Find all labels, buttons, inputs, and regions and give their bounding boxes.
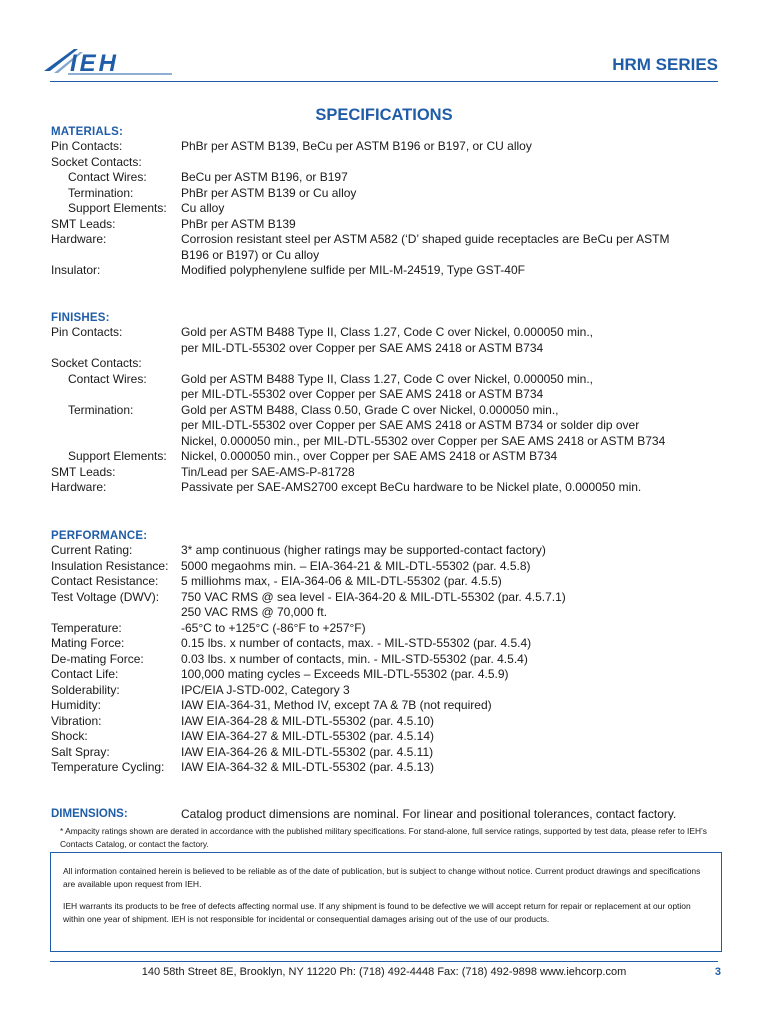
ieh-logo [44, 46, 174, 76]
spec-row [51, 232, 721, 263]
spec-value [181, 636, 721, 652]
spec-value [181, 356, 721, 372]
spec-value [181, 155, 721, 171]
spec-row [51, 139, 721, 155]
spec-row [51, 449, 721, 465]
spec-value-line: IAW EIA-364-28 & MIL-DTL-55302 (par. 4.5.10) [181, 713, 435, 728]
spec-value-line: B196 or B197) or Cu alloy [181, 247, 320, 262]
logo-text: IEH [70, 50, 120, 76]
spec-value-line: 750 VAC RMS @ sea level - EIA-364-20 & MIL-DTL-55302 (par. 4.5.7.1) [181, 589, 566, 604]
spec-value [181, 621, 721, 637]
spec-label: Temperature Cycling: [51, 760, 165, 774]
spec-value [181, 403, 721, 450]
spec-row [51, 698, 721, 714]
spec-value [181, 480, 721, 496]
spec-row [51, 745, 721, 761]
spec-value-line: Gold per ASTM B488, Class 0.50, Grade C over Nickel, 0.000050 min., [181, 402, 559, 417]
dimensions-row [51, 807, 721, 822]
spec-value-line: 5 milliohms max, - EIA-364-06 & MIL-DTL-55302 (par. 4.5.5) [181, 574, 502, 588]
spec-label: Humidity: [51, 698, 102, 712]
spec-value [181, 559, 721, 575]
warranty-paragraph: IEH warrants its products to be free of defects affecting normal use. If any shipment is found to be defective we will accept return for repair or replacement at our option within one year of shipment. IEH is not responsible for incidental or consequential damages arising out of the use of our products. [63, 901, 691, 924]
spec-value [181, 201, 721, 217]
spec-row [51, 403, 721, 450]
spec-row [51, 263, 721, 279]
footer-divider [50, 961, 718, 962]
spec-row [51, 636, 721, 652]
spec-label: Pin Contacts: [51, 325, 123, 339]
spec-value-line: PhBr per ASTM B139 or Cu alloy [181, 185, 357, 200]
spec-row [51, 217, 721, 233]
spec-value-line: Gold per ASTM B488 Type II, Class 1.27, Code C over Nickel, 0.000050 min., [181, 325, 593, 339]
spec-value [181, 698, 721, 714]
spec-value-line: Passivate per SAE-AMS2700 except BeCu hardware to be Nickel plate, 0.000050 min. [181, 480, 642, 494]
spec-value-line: IAW EIA-364-27 & MIL-DTL-55302 (par. 4.5.14) [181, 729, 435, 743]
spec-value [181, 263, 721, 279]
spec-value-line: IAW EIA-364-31, Method IV, except 7A & 7B (not required) [181, 698, 492, 712]
spec-value [181, 186, 721, 202]
spec-value [181, 372, 721, 403]
spec-row [51, 201, 721, 217]
spec-row [51, 480, 721, 496]
spec-row [51, 543, 721, 559]
spec-row [51, 683, 721, 699]
spec-value [181, 667, 721, 683]
spec-label: Current Rating: [51, 543, 133, 557]
spec-rows [51, 325, 721, 496]
spec-row [51, 729, 721, 745]
spec-value-line: Nickel, 0.000050 min., per MIL-DTL-55302 over Copper per SAE AMS 2418 or ASTM B734 [181, 433, 666, 448]
spec-value-line: per MIL-DTL-55302 over Copper per SAE AMS 2418 or ASTM B734 or solder dip over [181, 418, 640, 432]
spec-value-line: -65°C to +125°C (-86°F to +257°F) [181, 620, 366, 635]
spec-row [51, 465, 721, 481]
spec-label: Solderability: [51, 682, 120, 697]
spec-label: De-mating Force: [51, 651, 144, 666]
spec-row [51, 652, 721, 668]
spec-label: SMT Leads: [51, 464, 116, 479]
spec-value-line: 100,000 mating cycles – Exceeds MIL-DTL-55302 (par. 4.5.9) [181, 667, 509, 681]
spec-value [181, 465, 721, 481]
spec-value [181, 729, 721, 745]
spec-label: Contact Wires: [68, 371, 147, 386]
spec-label: Shock: [51, 729, 88, 743]
spec-label: Vibration: [51, 713, 102, 728]
spec-row [51, 325, 721, 356]
spec-value-line: 250 VAC RMS @ 70,000 ft. [181, 605, 328, 619]
page-number: 3 [714, 966, 721, 978]
materials-section [51, 125, 721, 279]
spec-row [51, 714, 721, 730]
spec-value-line: BeCu per ASTM B196, or B197 [181, 170, 348, 184]
spec-row [51, 574, 721, 590]
page-header [0, 0, 768, 90]
finishes-section [51, 311, 721, 496]
spec-label: Pin Contacts: [51, 139, 123, 153]
spec-value-line: IAW EIA-364-26 & MIL-DTL-55302 (par. 4.5.11) [181, 744, 434, 759]
spec-value [181, 760, 721, 776]
performance-section [51, 529, 721, 776]
spec-row [51, 186, 721, 202]
section-heading: PERFORMANCE: [51, 530, 148, 542]
spec-row [51, 760, 721, 776]
spec-value [181, 217, 721, 233]
spec-value-line: IPC/EIA J-STD-002, Category 3 [181, 682, 350, 697]
spec-value [181, 652, 721, 668]
spec-value [181, 745, 721, 761]
spec-row [51, 356, 721, 372]
spec-value [181, 232, 721, 263]
spec-value-line: 3* amp continuous (higher ratings may be supported-contact factory) [181, 543, 546, 557]
ampacity-footnote: * Ampacity ratings shown are derated in accordance with the published military specifications. For stand-alone, full service ratings, supported by test data, please refer to IEH’s Contacts Catalog, or contact the factory. [60, 826, 707, 849]
spec-value [181, 590, 721, 621]
spec-value [181, 170, 721, 186]
spec-row [51, 667, 721, 683]
spec-value-line: IAW EIA-364-32 & MIL-DTL-55302 (par. 4.5.13) [181, 760, 435, 774]
spec-label: Insulator: [51, 263, 101, 277]
page-title: SPECIFICATIONS [315, 106, 453, 124]
spec-value-line: 0.15 lbs. x number of contacts, max. - MIL-STD-55302 (par. 4.5.4) [181, 636, 532, 650]
spec-label: Termination: [68, 402, 134, 417]
spec-row [51, 170, 721, 186]
spec-label: Test Voltage (DWV): [51, 589, 160, 604]
spec-value [181, 325, 721, 356]
dimensions-heading: DIMENSIONS: [51, 808, 128, 820]
section-heading: FINISHES: [51, 312, 110, 324]
spec-label: Hardware: [51, 232, 107, 246]
footer-address: 140 58th Street 8E, Brooklyn, NY 11220 Ph: (718) 492-4448 Fax: (718) 492-9898 www.iehcorp.com [141, 966, 627, 978]
spec-label: Support Elements: [68, 201, 167, 215]
spec-label: Termination: [68, 185, 134, 200]
header-divider [50, 81, 718, 82]
spec-label: Salt Spray: [51, 744, 110, 759]
spec-value-line: 5000 megaohms min. – EIA-364-21 & MIL-DTL-55302 (par. 4.5.8) [181, 558, 531, 573]
spec-rows [51, 543, 721, 776]
series-title: HRM SERIES [612, 55, 718, 74]
spec-rows [51, 139, 721, 279]
spec-row [51, 559, 721, 575]
spec-value-line: Corrosion resistant steel per ASTM A582 (‘D’ shaped guide receptacles are BeCu per ASTM [181, 232, 670, 246]
spec-value-line: Tin/Lead per SAE-AMS-P-81728 [181, 464, 355, 479]
section-heading: MATERIALS: [51, 126, 124, 138]
spec-label: Socket Contacts: [51, 356, 142, 370]
spec-value [181, 574, 721, 590]
spec-row [51, 155, 721, 171]
spec-label: Socket Contacts: [51, 154, 142, 169]
spec-label: Contact Wires: [68, 170, 147, 184]
spec-label: Contact Resistance: [51, 574, 159, 588]
spec-value-line: Nickel, 0.000050 min., over Copper per SAE AMS 2418 or ASTM B734 [181, 449, 558, 463]
spec-value [181, 683, 721, 699]
spec-label: Insulation Resistance: [51, 558, 169, 573]
disclaimer-paragraph: All information contained herein is believed to be reliable as of the date of publication, but is subject to change without notice. Current product drawings and specifications are available upon request from IEH. [63, 866, 701, 889]
spec-label: Temperature: [51, 620, 122, 635]
spec-label: SMT Leads: [51, 216, 116, 231]
spec-label: Contact Life: [51, 667, 119, 681]
spec-label: Mating Force: [51, 636, 125, 650]
spec-row [51, 372, 721, 403]
spec-value-line: per MIL-DTL-55302 over Copper per SAE AMS 2418 or ASTM B734 [181, 340, 544, 355]
dimensions-text: Catalog product dimensions are nominal. For linear and positional tolerances, contact factory. [181, 807, 677, 821]
spec-value [181, 543, 721, 559]
spec-row [51, 621, 721, 637]
spec-value-line: per MIL-DTL-55302 over Copper per SAE AMS 2418 or ASTM B734 [181, 387, 544, 401]
spec-value-line: Cu alloy [181, 201, 225, 215]
disclaimer-box [50, 852, 722, 952]
spec-value-line: Modified polyphenylene sulfide per MIL-M-24519, Type GST-40F [181, 263, 525, 277]
spec-label: Support Elements: [68, 449, 167, 463]
spec-value-line: PhBr per ASTM B139 [181, 216, 296, 231]
spec-label: Hardware: [51, 480, 107, 494]
spec-value-line: 0.03 lbs. x number of contacts, min. - MIL-STD-55302 (par. 4.5.4) [181, 651, 528, 666]
spec-value [181, 449, 721, 465]
spec-value-line: PhBr per ASTM B139, BeCu per ASTM B196 or B197, or CU alloy [181, 139, 532, 153]
spec-value [181, 139, 721, 155]
spec-row [51, 590, 721, 621]
spec-value [181, 714, 721, 730]
spec-value-line: Gold per ASTM B488 Type II, Class 1.27, Code C over Nickel, 0.000050 min., [181, 371, 593, 386]
